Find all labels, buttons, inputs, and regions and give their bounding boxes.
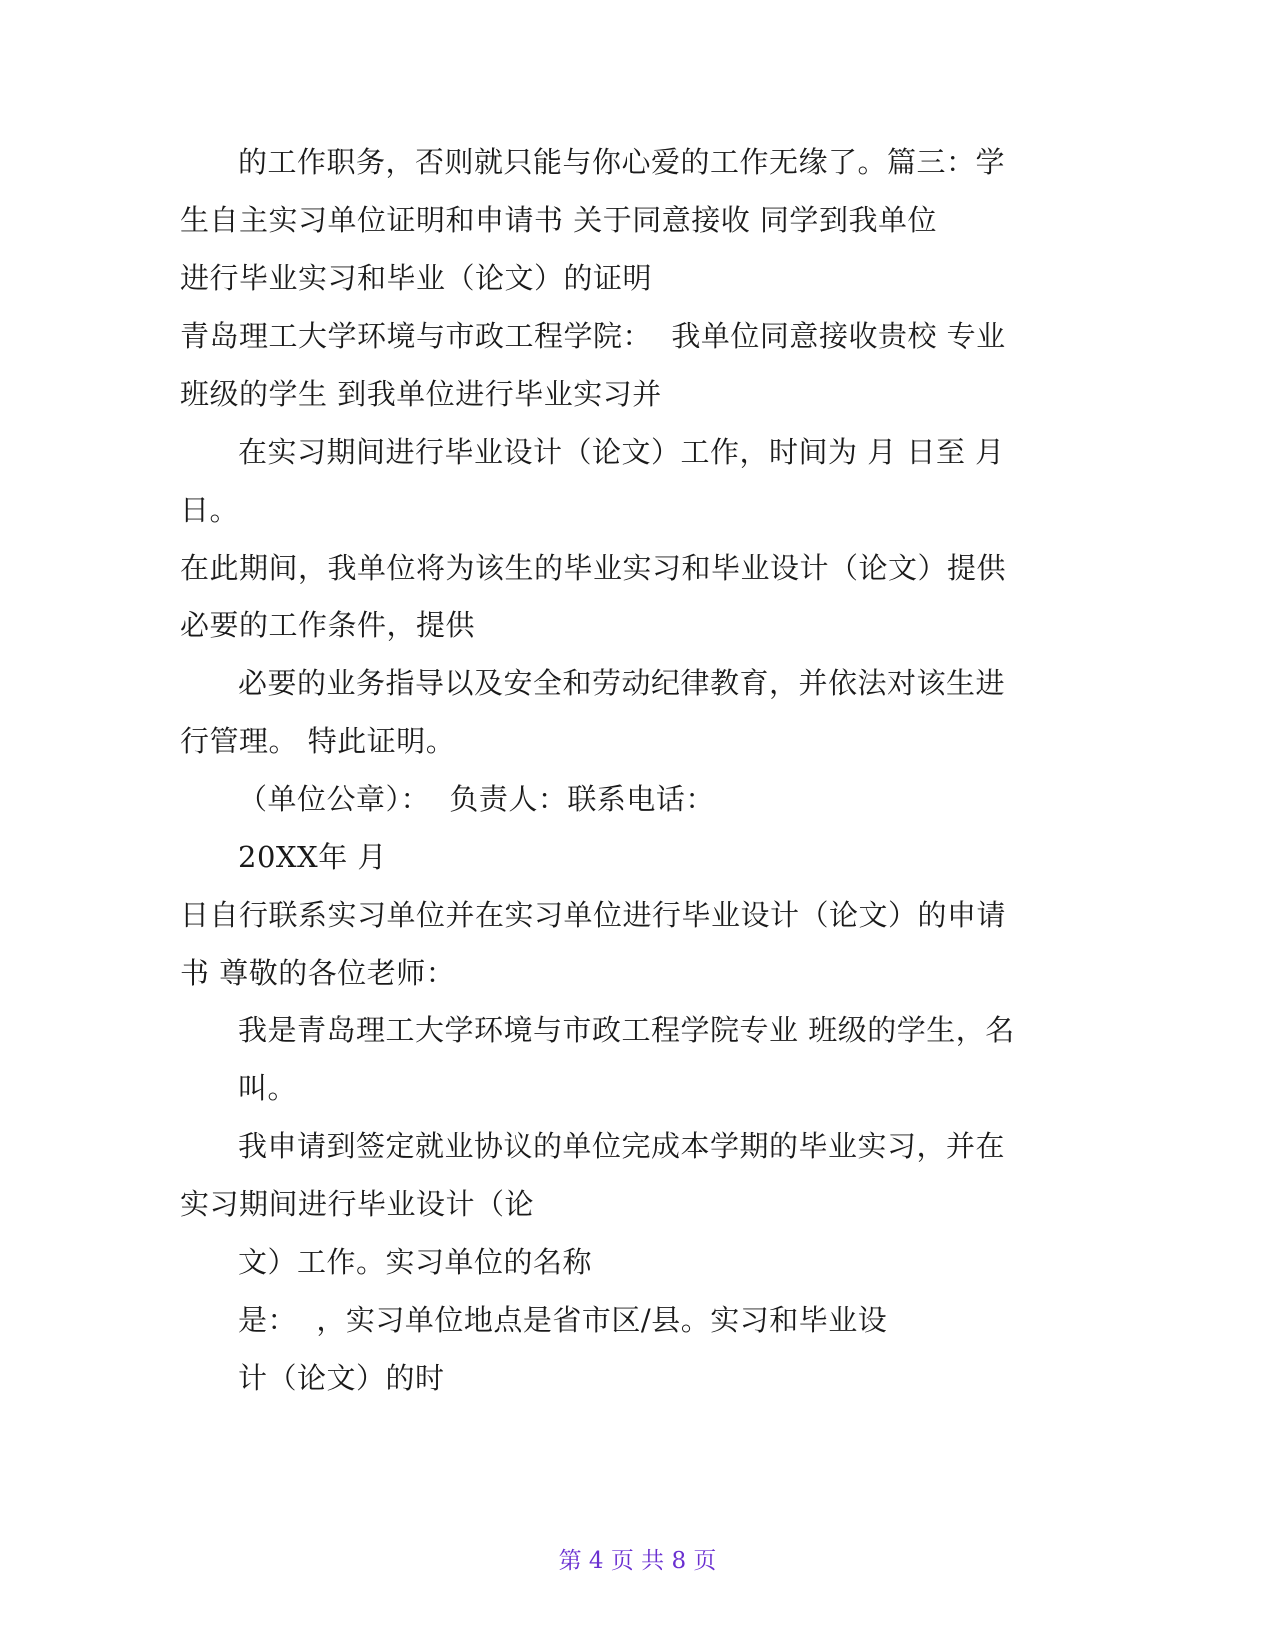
body-line: 生自主实习单位证明和申请书 关于同意接收 同学到我单位 bbox=[180, 203, 937, 237]
body-line: 我申请到签定就业协议的单位完成本学期的毕业实习，并在 bbox=[238, 1129, 1006, 1163]
body-line: 文）工作。实习单位的名称 bbox=[238, 1245, 593, 1279]
body-line: 日自行联系实习单位并在实习单位进行毕业设计（论文）的申请 bbox=[180, 898, 1007, 932]
signature-line: （单位公章）： 负责人：联系电话： bbox=[238, 782, 715, 816]
body-line: 必要的业务指导以及安全和劳动纪律教育，并依法对该生进 bbox=[238, 666, 1006, 700]
body-line: 书 尊敬的各位老师： bbox=[180, 956, 456, 990]
body-line: 日。 bbox=[180, 493, 240, 527]
body-line: 在此期间，我单位将为该生的毕业实习和毕业设计（论文）提供 bbox=[180, 551, 1007, 585]
body-line: 是： ，实习单位地点是省市区/县。实习和毕业设 bbox=[238, 1303, 888, 1337]
body-line: 我是青岛理工大学环境与市政工程学院专业 班级的学生，名 bbox=[238, 1013, 1015, 1047]
body-line: 的工作职务，否则就只能与你心爱的工作无缘了。篇三：学 bbox=[238, 145, 1006, 179]
body-line: 班级的学生 到我单位进行毕业实习并 bbox=[180, 377, 662, 411]
body-line: 行管理。 特此证明。 bbox=[180, 724, 456, 758]
date-line: 20XX年 月 bbox=[238, 840, 387, 874]
body-line: 计（论文）的时 bbox=[238, 1361, 445, 1395]
body-line: 叫。 bbox=[238, 1071, 298, 1105]
page-number-footer: 第 4 页 共 8 页 bbox=[558, 1548, 717, 1574]
body-line: 必要的工作条件，提供 bbox=[180, 608, 476, 642]
body-line: 在实习期间进行毕业设计（论文）工作，时间为 月 日至 月 bbox=[238, 435, 1005, 469]
body-line: 进行毕业实习和毕业（论文）的证明 bbox=[180, 261, 653, 295]
body-line: 实习期间进行毕业设计（论 bbox=[180, 1187, 535, 1221]
body-line: 青岛理工大学环境与市政工程学院： 我单位同意接收贵校 专业 bbox=[180, 319, 1006, 353]
